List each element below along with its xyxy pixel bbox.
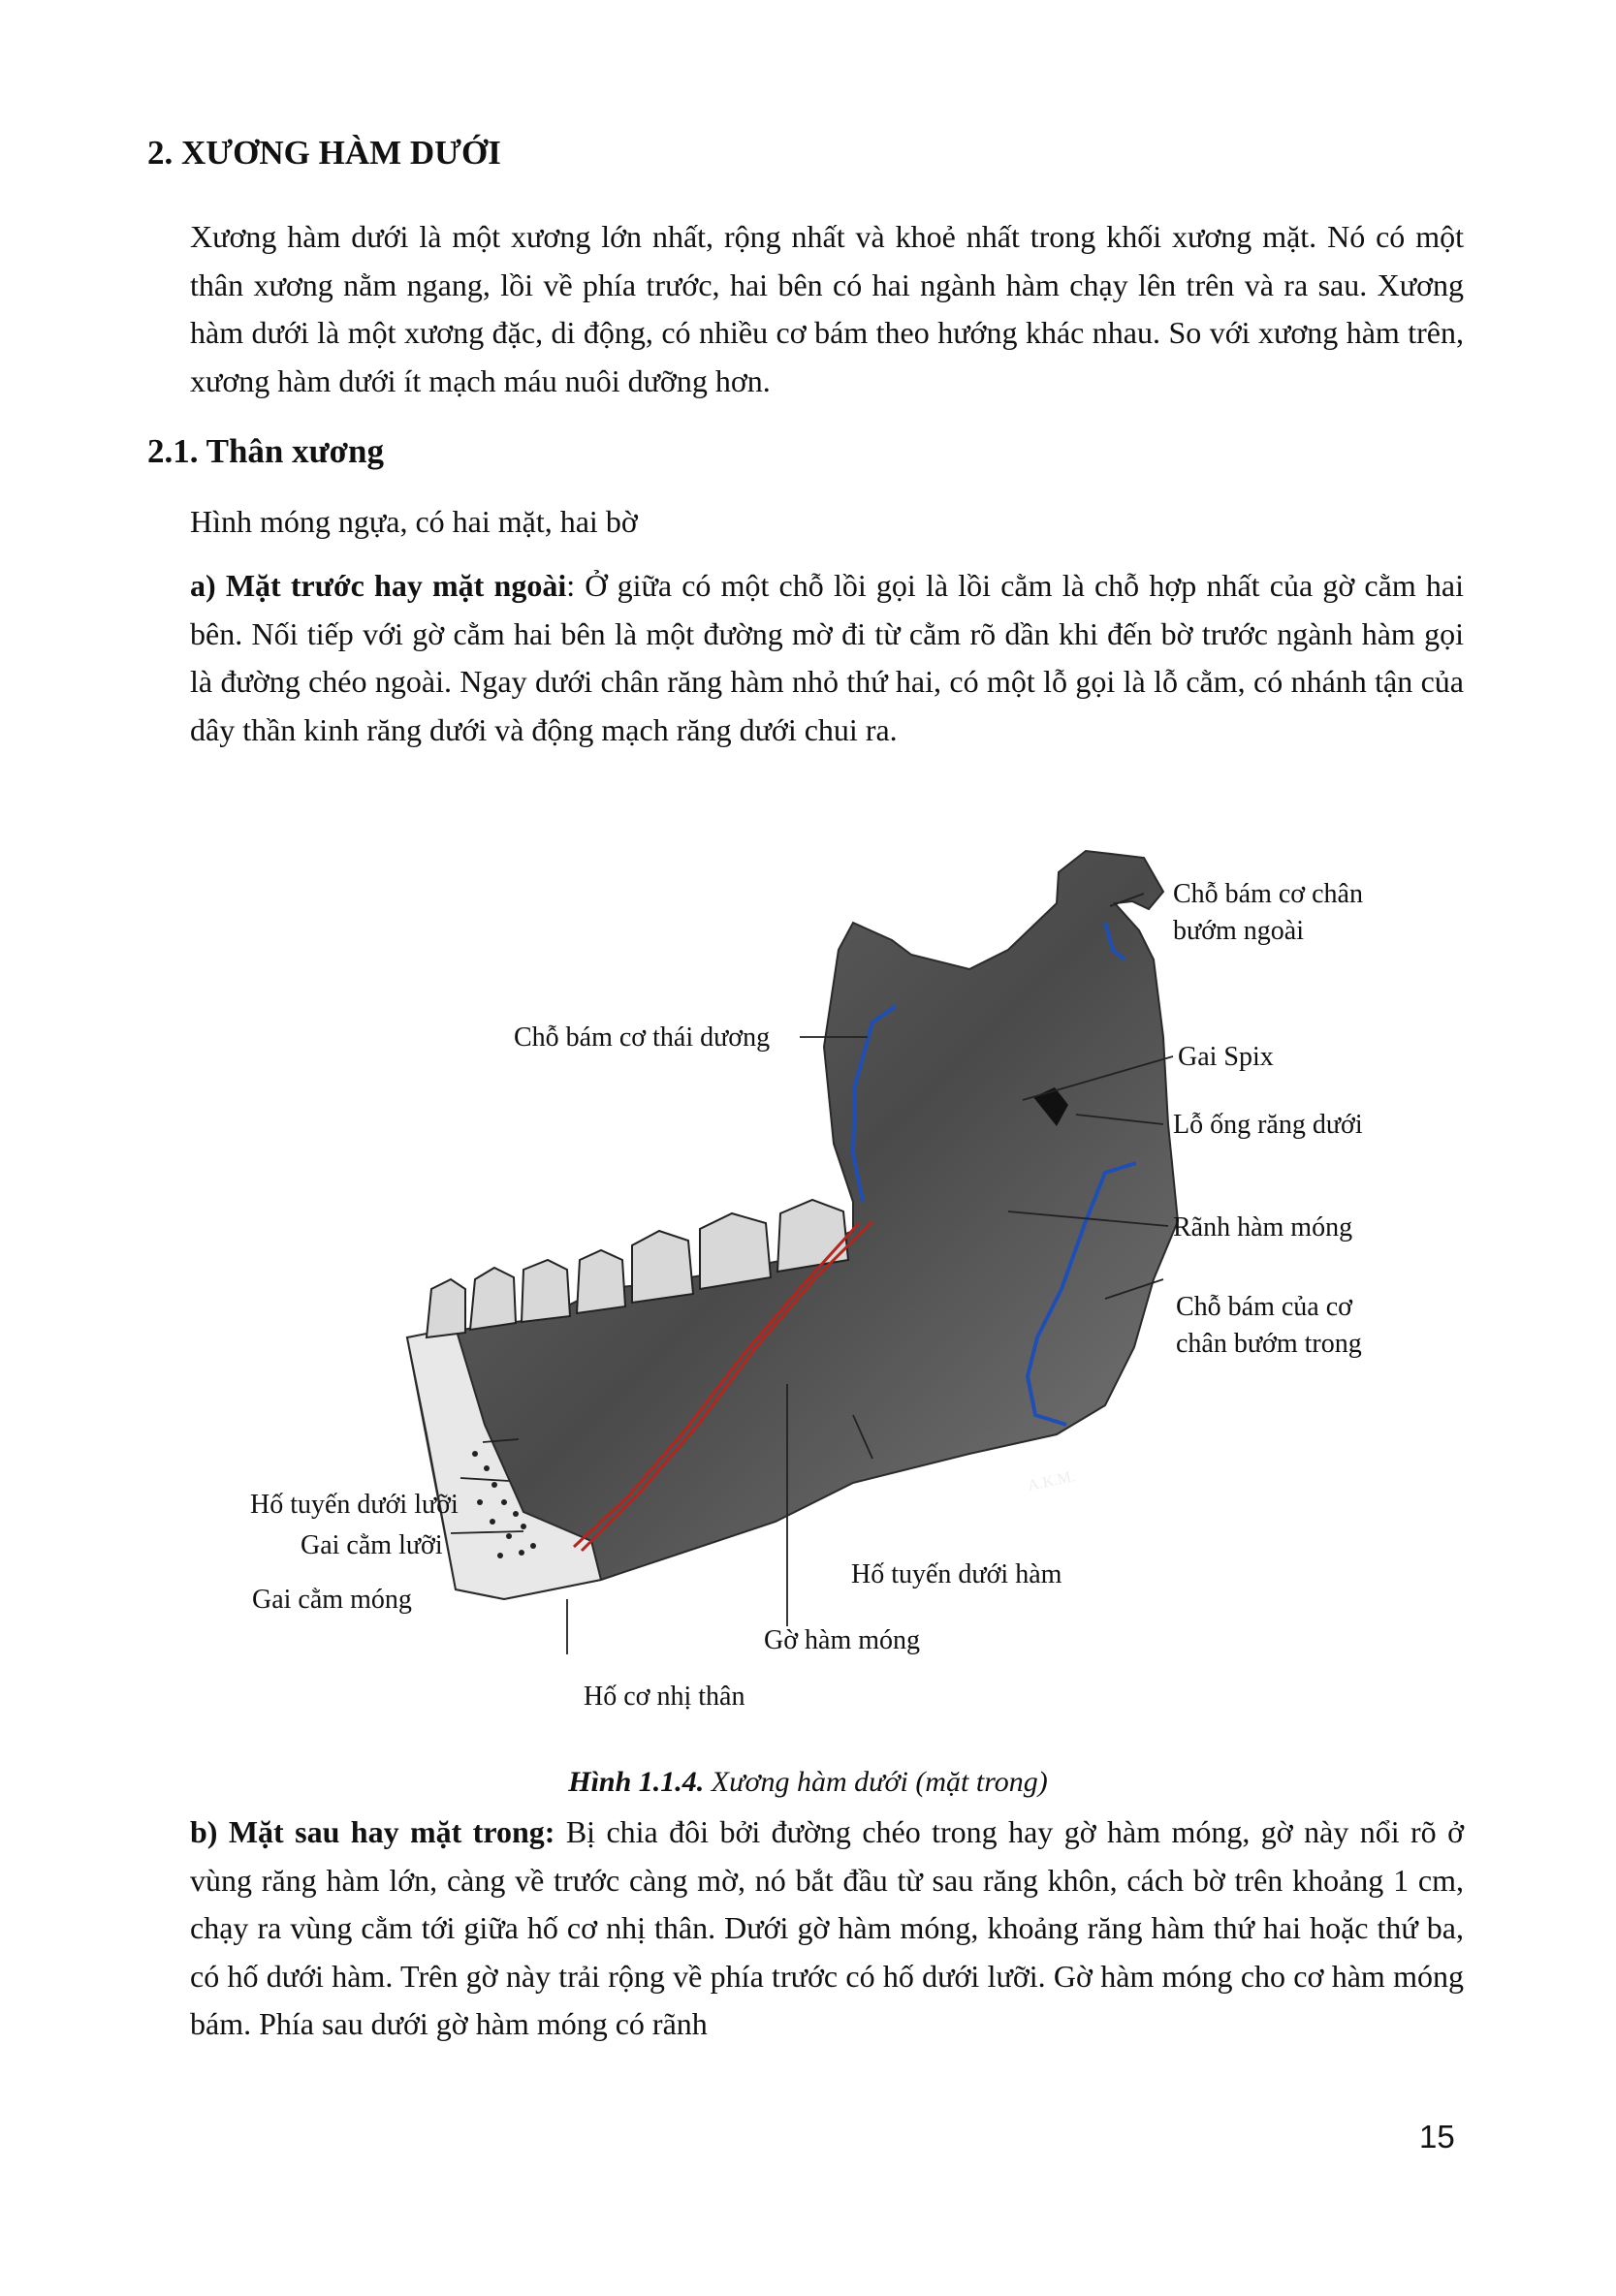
label-genial-tubercle-tongue: Gai cằm lưỡi [301, 1530, 443, 1560]
label-lateral-pterygoid: Chỗ bám cơ chân bướm ngoài [1173, 879, 1363, 946]
outer-surface-label: a) Mặt trước hay mặt ngoài [190, 568, 567, 603]
figure-caption [0, 1766, 1616, 1799]
caption-number: Hình 1.1.4. [568, 1766, 705, 1798]
label-sublingual-fossa: Hố tuyến dưới lưỡi [250, 1490, 459, 1520]
subsection-heading: 2.1. Thân xương [147, 432, 384, 470]
inner-surface-text: Bị chia đôi bởi đường chéo trong hay gờ hàm móng, gờ này nổi rõ ở vùng răng hàm lớn, càng về trước càng mờ, nó bắt đầu từ sau răng khôn, cách bờ trên khoảng 1 cm, chạy ra vùng cằm tới giữa hố cơ nhị thân. Dưới gờ hàm móng, khoảng răng hàm thứ hai hoặc thứ ba, có hố dưới hàm. Trên gờ này trải rộng về phía trước có hố dưới lưỡi. Gờ hàm móng cho cơ hàm móng bám. Phía sau dưới gờ hàm móng có rãnh [190, 1814, 1465, 2041]
mandible-figure [233, 833, 1425, 1725]
label-medial-pterygoid: Chỗ bám của cơ chân bướm trong [1176, 1292, 1362, 1359]
inner-surface-paragraph [190, 1808, 1464, 2049]
label-genial-tubercle-hyoid: Gai cằm móng [252, 1585, 412, 1615]
intro-paragraph: Xương hàm dưới là một xương lớn nhất, rộng nhất và khoẻ nhất trong khối xương mặt. Nó có một thân xương nằm ngang, lồi về phía trước, hai bên có hai ngành hàm chạy lên trên và ra sau. Xương hàm dưới là một xương đặc, di động, có nhiều cơ bám theo hướng khác nhau. So với xương hàm trên, xương hàm dưới ít mạch máu nuôi dưỡng hơn. [190, 219, 1464, 398]
lead-paragraph: Hình móng ngựa, có hai mặt, hai bờ [190, 504, 638, 539]
label-spix-spine: Gai Spix [1178, 1042, 1274, 1072]
label-mylohyoid-line: Gờ hàm móng [764, 1625, 921, 1655]
outer-surface-text: : Ở giữa có một chỗ lồi gọi là lồi cằm là chỗ hợp nhất của gờ cằm hai bên. Nối tiếp với gờ cằm hai bên là một đường mờ đi từ cằm rõ dần khi đến bờ trước ngành hàm gọi là đường chéo ngoài. Ngay dưới chân răng hàm nhỏ thứ hai, có một lỗ gọi là lỗ cằm, có nhánh tận của dây thần kinh răng dưới và động mạch răng dưới chui ra. [190, 568, 1465, 747]
label-digastric-fossa: Hố cơ nhị thân [584, 1682, 745, 1712]
section-heading: 2. XƯƠNG HÀM DƯỚI [147, 134, 501, 172]
page-number: 15 [1419, 2119, 1455, 2154]
label-submandibular-fossa: Hố tuyến dưới hàm [851, 1559, 1062, 1589]
inner-surface-label: b) Mặt sau hay mặt trong: [190, 1814, 555, 1849]
caption-text: Xương hàm dưới (mặt trong) [704, 1766, 1048, 1798]
illustrator-signature: A.K.M. [1026, 1468, 1077, 1494]
outer-surface-paragraph [190, 562, 1464, 754]
label-mylohyoid-groove: Rãnh hàm móng [1173, 1212, 1353, 1242]
label-mandibular-foramen: Lỗ ống răng dưới [1173, 1110, 1363, 1140]
label-temporalis: Chỗ bám cơ thái dương [514, 1022, 771, 1053]
